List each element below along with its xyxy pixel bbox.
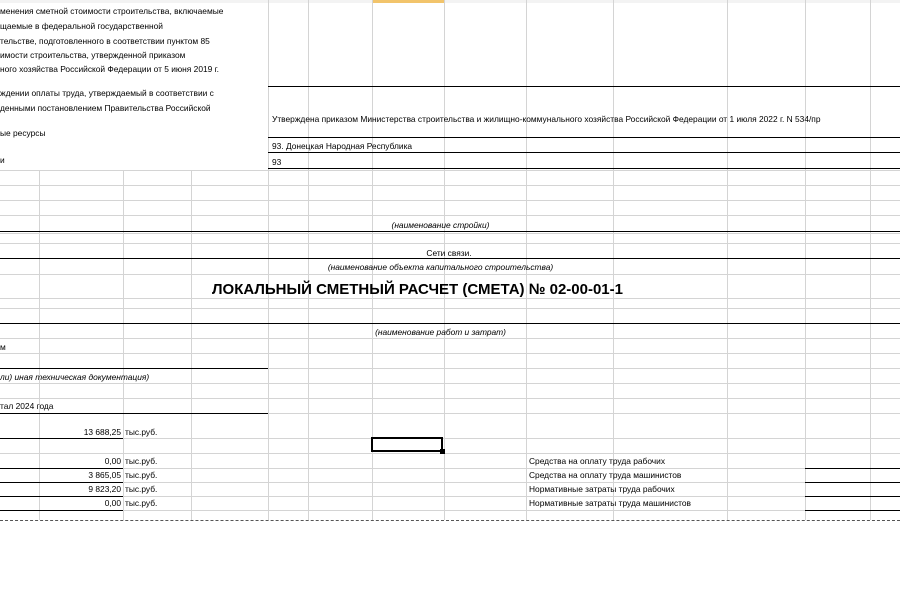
left-text-line[interactable]: ждении оплаты труда, утверждаемый в соответствии с xyxy=(0,88,214,98)
total-unit[interactable]: тыс.руб. xyxy=(125,470,158,480)
grid-hline xyxy=(0,215,900,216)
left-text-line[interactable]: имости строительства, утвержденной приказом xyxy=(0,50,186,60)
docs-caption[interactable]: ли) иная техническая документация) xyxy=(0,372,150,382)
total-unit[interactable]: тыс.руб. xyxy=(125,427,158,437)
border-line xyxy=(0,482,123,483)
page-break-line xyxy=(0,520,900,521)
object-name[interactable]: Сети связи. xyxy=(426,248,472,258)
total-value[interactable]: 3 865,05 xyxy=(88,470,121,480)
grid-hline xyxy=(0,200,900,201)
document-title[interactable]: ЛОКАЛЬНЫЙ СМЕТНЫЙ РАСЧЕТ (СМЕТА) № 02-00-01-1 xyxy=(212,281,623,298)
left-text-line[interactable]: денными постановлением Правительства Российской xyxy=(0,103,211,113)
region-label[interactable]: и xyxy=(0,155,5,165)
total-value[interactable]: 0,00 xyxy=(104,456,121,466)
basis-label[interactable]: м xyxy=(0,342,6,352)
grid-hline xyxy=(0,468,900,469)
fill-handle[interactable] xyxy=(440,449,445,454)
region-full-name[interactable]: 93. Донецкая Народная Республика xyxy=(272,141,413,151)
grid-hline xyxy=(0,496,900,497)
border-line xyxy=(0,413,268,414)
border-line xyxy=(0,368,268,369)
grid-hline xyxy=(0,185,900,186)
grid-hline xyxy=(0,482,900,483)
active-cell-selection[interactable] xyxy=(371,437,443,452)
border-line xyxy=(268,86,900,87)
border-line xyxy=(0,438,123,439)
grid-vline xyxy=(727,0,728,520)
grid-vline xyxy=(444,0,445,520)
grid-hline xyxy=(0,383,900,384)
border-line xyxy=(0,468,123,469)
grid-hline xyxy=(0,453,900,454)
column-header-strip[interactable] xyxy=(0,0,900,3)
total-unit[interactable]: тыс.руб. xyxy=(125,484,158,494)
border-line xyxy=(805,496,900,497)
grid-hline xyxy=(0,438,900,439)
grid-hline xyxy=(0,170,900,171)
border-line xyxy=(805,482,900,483)
border-line xyxy=(0,231,900,232)
grid-vline xyxy=(613,0,614,520)
grid-hline xyxy=(0,233,900,234)
border-line xyxy=(805,510,900,511)
border-line xyxy=(805,468,900,469)
grid-vline xyxy=(526,0,527,520)
grid-hline xyxy=(0,510,900,511)
region-code[interactable]: 93 xyxy=(272,157,282,167)
left-text-line[interactable]: тельстве, подготовленного в соответствии пунктом 85 xyxy=(0,36,210,46)
grid-vline xyxy=(268,0,269,520)
grid-hline xyxy=(0,398,900,399)
grid-vline xyxy=(308,0,309,520)
total-value[interactable]: 9 823,20 xyxy=(88,484,121,494)
grid-vline xyxy=(805,0,806,520)
border-line xyxy=(0,496,123,497)
labor-cost-operators-label[interactable]: Средства на оплату труда машинистов xyxy=(529,470,682,480)
border-line xyxy=(268,168,900,169)
labor-cost-workers-label[interactable]: Средства на оплату труда рабочих xyxy=(529,456,666,466)
border-line xyxy=(0,510,123,511)
border-line xyxy=(268,152,900,153)
total-unit[interactable]: тыс.руб. xyxy=(125,456,158,466)
border-line xyxy=(268,137,900,138)
grid-hline xyxy=(0,243,900,244)
border-line xyxy=(0,323,900,324)
grid-hline xyxy=(0,308,900,309)
labor-norm-workers-label[interactable]: Нормативные затраты труда рабочих xyxy=(529,484,675,494)
works-caption[interactable]: (наименование работ и затрат) xyxy=(375,327,506,337)
grid-hline xyxy=(0,298,900,299)
resources-label[interactable]: ые ресурсы xyxy=(0,128,46,138)
grid-vline xyxy=(870,0,871,520)
approval-order-text[interactable]: Утверждена приказом Министерства строительства и жилищно-коммунального хозяйства Российской Федерации от 1 июля 2022 г. N 534/пр xyxy=(272,114,821,124)
selected-column-header[interactable] xyxy=(372,0,444,3)
grid-hline xyxy=(0,353,900,354)
labor-norm-operators-label[interactable]: Нормативные затраты труда машинистов xyxy=(529,498,691,508)
construction-caption[interactable]: (наименование стройки) xyxy=(391,220,490,230)
left-text-line[interactable]: ного хозяйства Российской Федерации от 5 июня 2019 г. xyxy=(0,64,219,74)
left-text-line[interactable]: менения сметной стоимости строительства, включаемые xyxy=(0,6,224,16)
object-caption[interactable]: (наименование объекта капитального строительства) xyxy=(327,262,554,272)
total-unit[interactable]: тыс.руб. xyxy=(125,498,158,508)
price-level[interactable]: тал 2024 года xyxy=(0,401,54,411)
left-text-line[interactable]: щаемые в федеральной государственной xyxy=(0,21,163,31)
grid-hline xyxy=(0,274,900,275)
total-value[interactable]: 13 688,25 xyxy=(83,427,121,437)
total-value[interactable]: 0,00 xyxy=(104,498,121,508)
grid-hline xyxy=(0,338,900,339)
